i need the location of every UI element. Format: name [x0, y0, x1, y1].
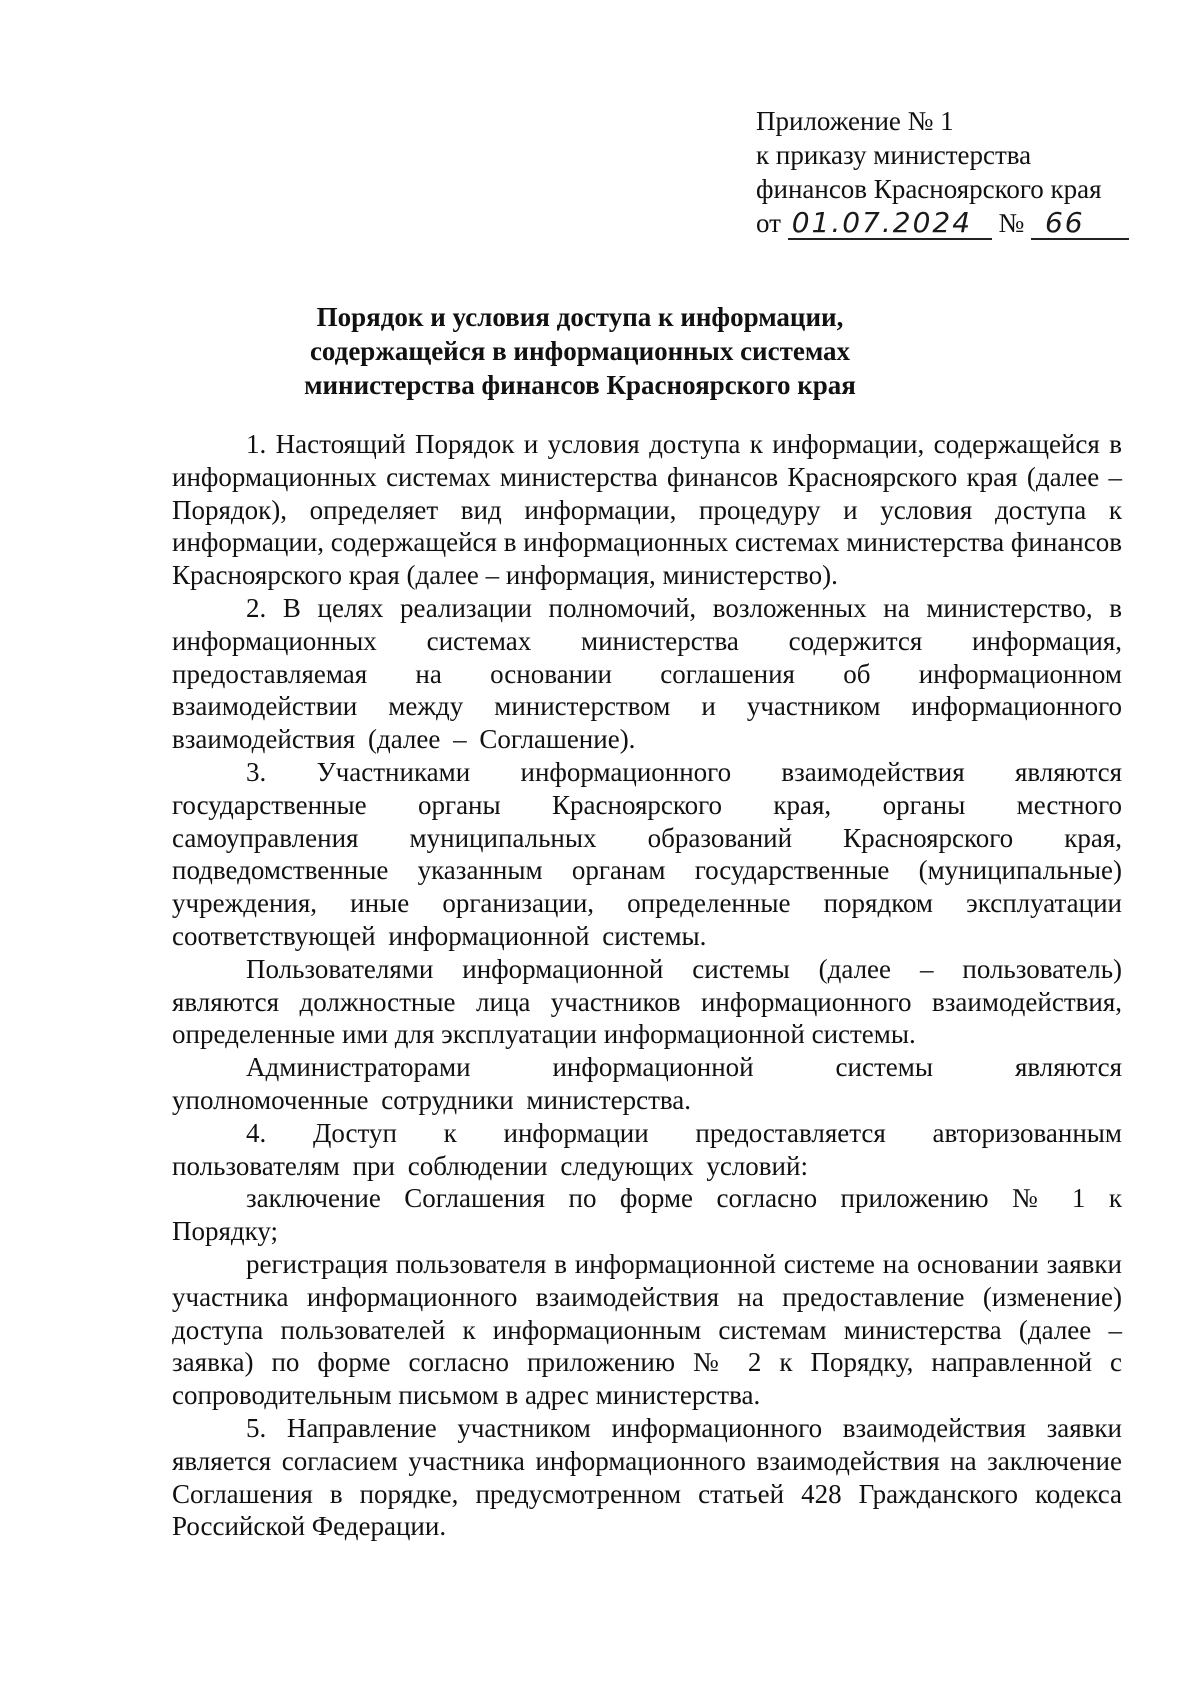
appendix-header [756, 104, 1156, 240]
order-reference: к приказу министерства [756, 140, 1032, 170]
appendix-label: Приложение № 1 [756, 106, 954, 136]
handwritten-number: 66 [1031, 208, 1129, 240]
date-number-line [756, 206, 1156, 240]
ministry-name: финансов Красноярского края [756, 174, 1102, 204]
condition-registration: регистрация пользователя в информационной системе на основании заявки участника информационного взаимодействия на предоставление (изменение) доступа пользователей к информационным системам министерства (далее – заявка) по форме согласно приложению № 2 к Порядку, направленной с сопроводительным письмом в адрес министерства. [172, 1248, 1122, 1411]
paragraph-1: 1. Настоящий Порядок и условия доступа к информации, содержащейся в информационных системах министерства финансов Красноярского края (далее – Порядок), определяет вид информации, процедуру и условия доступа к информации, содержащейся в информационных системах министерства финансов Красноярского края (далее – информация, министерство). [172, 429, 1122, 591]
paragraph-administrators: Администраторами информационной системы являются уполномоченные сотрудники министерства. [172, 1052, 1122, 1115]
title-line-2: содержащейся в информационных системах [309, 336, 851, 366]
handwritten-date: 01.07.2024 [788, 208, 992, 240]
paragraph-2: 2. В целях реализации полномочий, возложенных на министерство, в информационных системах министерства содержится информация, предоставляемая на основании соглашения об информационном взаимодействии между министерством и участником информационного взаимодействия (далее – Соглашение). [172, 592, 1122, 755]
title-line-1: Порядок и условия доступа к информации, [316, 302, 844, 332]
condition-agreement: заключение Соглашения по форме согласно приложению № 1 к Порядку; [172, 1183, 1122, 1247]
number-prefix: № [998, 208, 1025, 238]
title-line-3: министерства финансов Красноярского края [304, 370, 856, 400]
paragraph-4: 4. Доступ к информации предоставляется авторизованным пользователям при соблюдении следующих условий: [172, 1117, 1122, 1181]
date-prefix: от [756, 208, 781, 238]
paragraph-5: 5. Направление участником информационного взаимодействия заявки является согласием участника информационного взаимодействия на заключение Соглашения в порядке, предусмотренном статьей 428 Гражданского кодекса Российской Федерации. [172, 1412, 1122, 1542]
paragraph-3: 3. Участниками информационного взаимодействия являются государственные органы Красноярского края, органы местного самоуправления муниципальных образований Красноярского края, подведомственные указанным органам государственные (муниципальные) учреждения, иные организации, определенные порядком эксплуатации соответствующей информационной системы. [172, 756, 1122, 951]
document-title [170, 300, 990, 402]
document-body [172, 428, 1122, 1543]
paragraph-users: Пользователями информационной системы (далее – пользователь) являются должностные лица участников информационного взаимодействия, определенные ими для эксплуатации информационной системы. [172, 953, 1122, 1050]
